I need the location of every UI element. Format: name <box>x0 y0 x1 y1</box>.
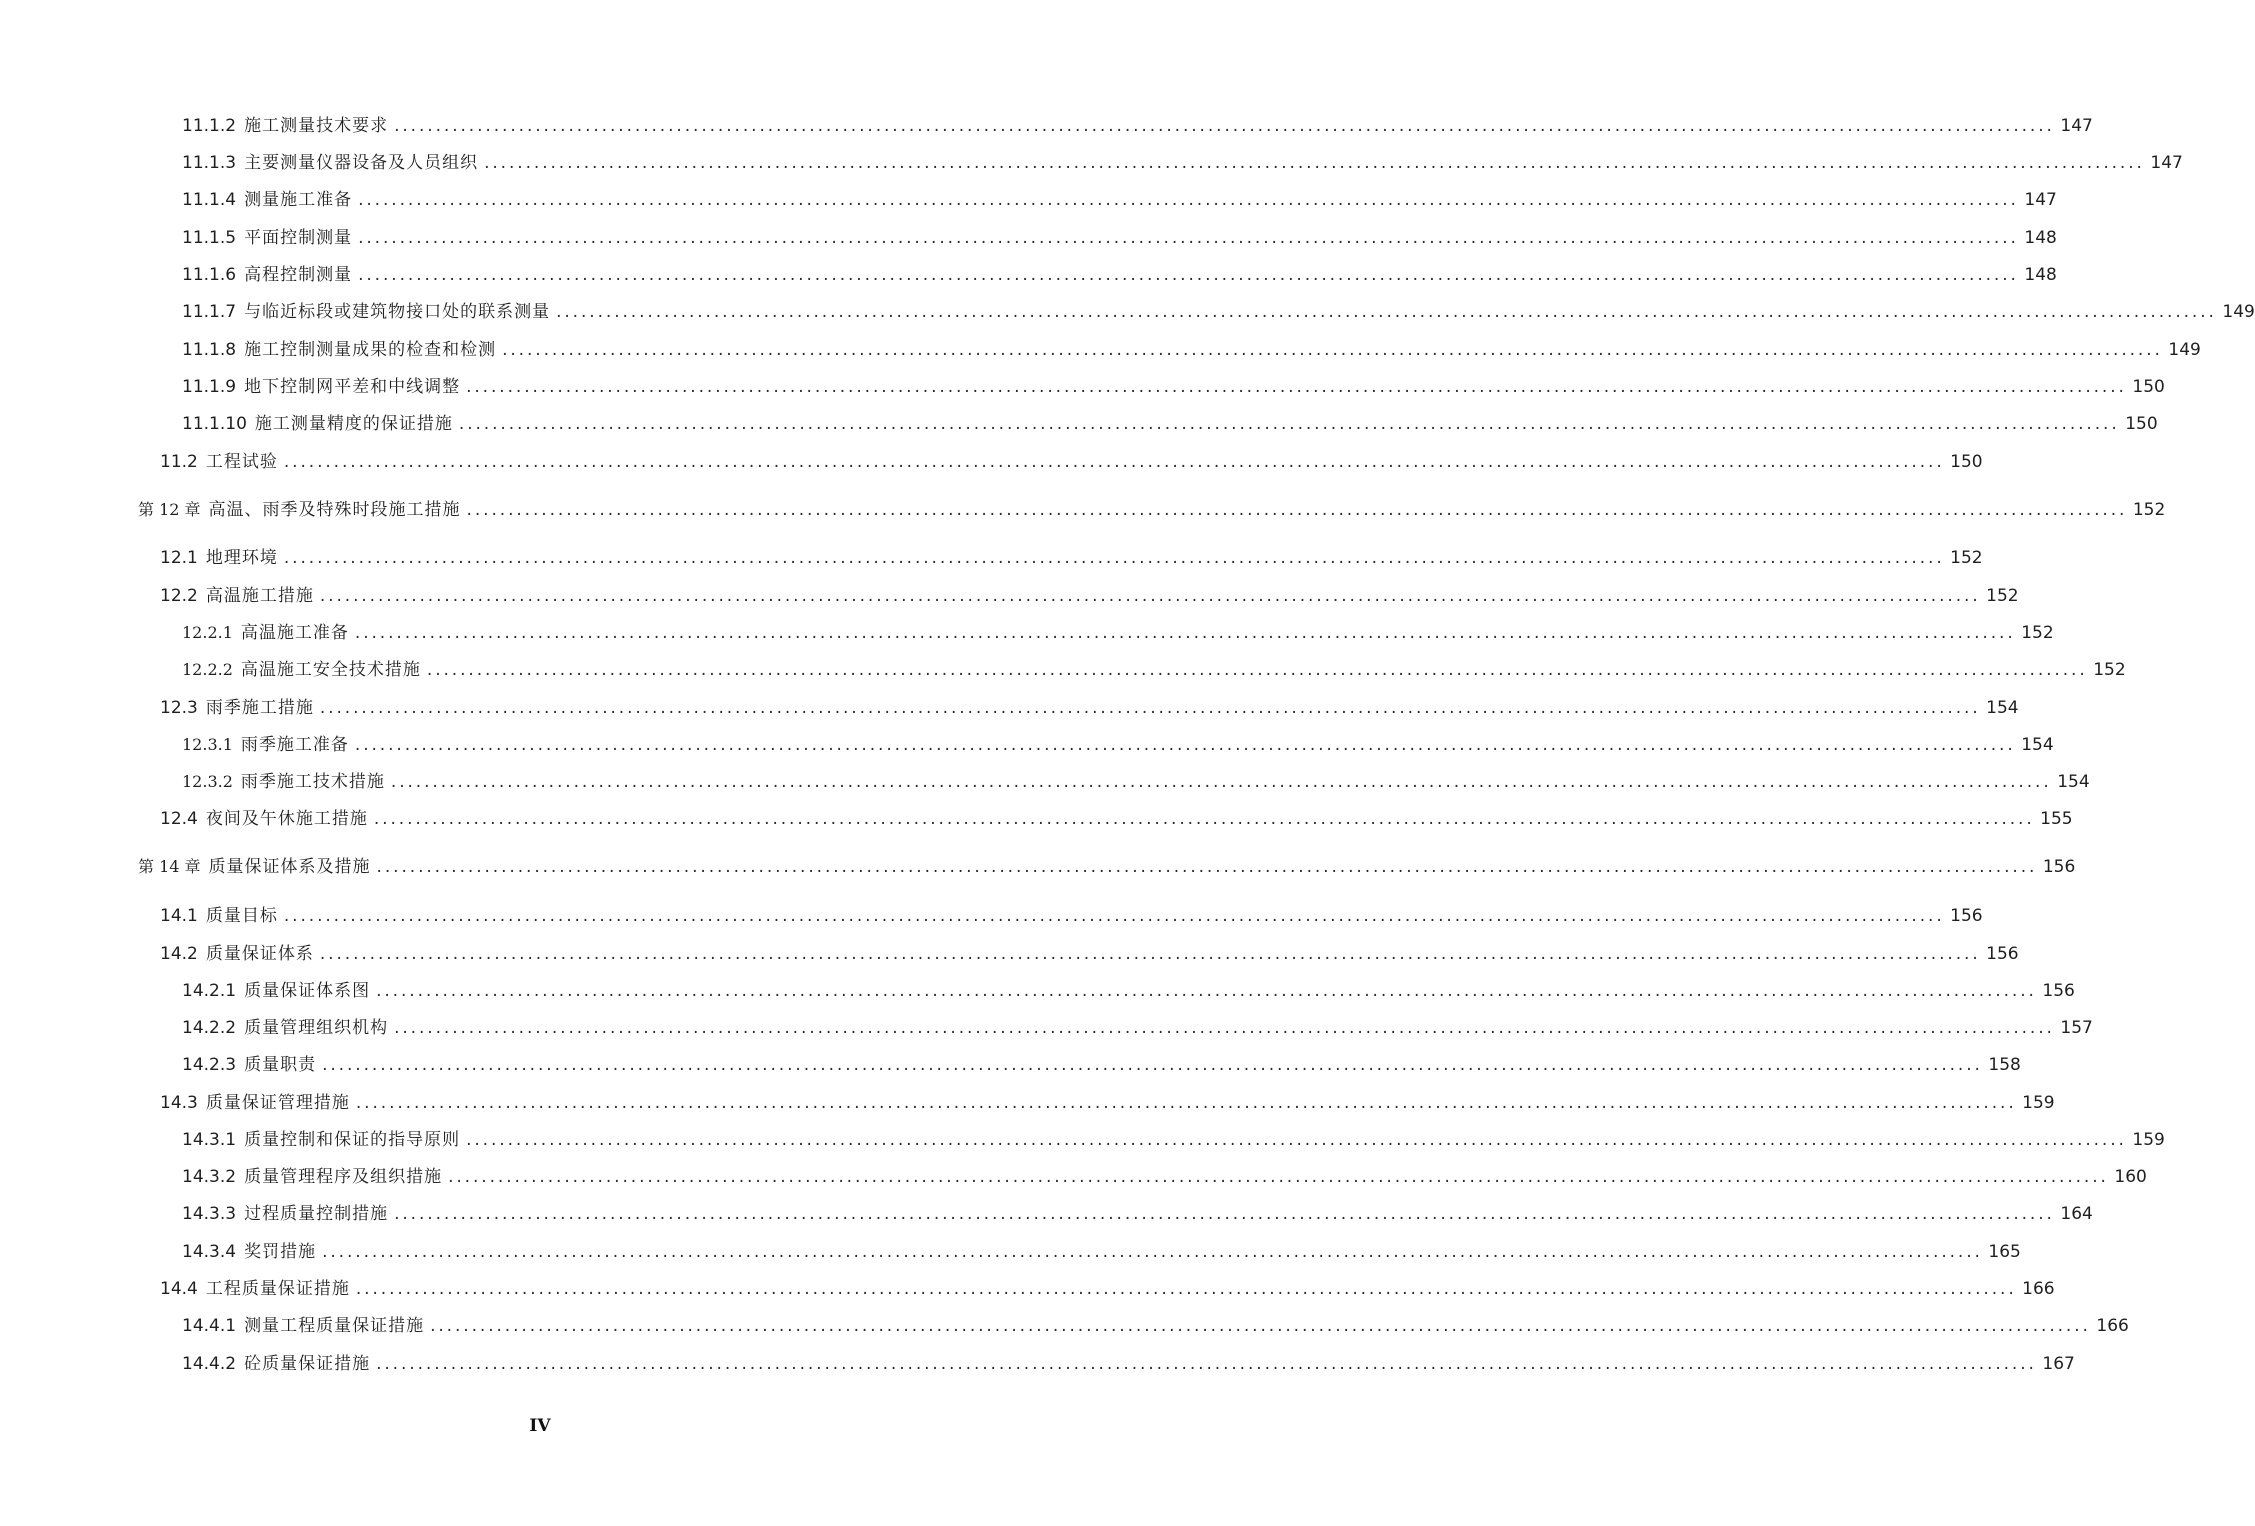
toc-section-number: 12.2.2 <box>182 660 233 679</box>
toc-entry[interactable] <box>0 1089 2055 1117</box>
toc-section-title: 主要测量仪器设备及人员组织 <box>244 153 479 173</box>
toc-entry[interactable] <box>0 112 2093 140</box>
toc-section-number: 11.2 <box>160 452 198 472</box>
toc-entry-line <box>160 582 2019 610</box>
toc-page-number: 167 <box>2042 1354 2075 1374</box>
toc-entry[interactable] <box>0 448 1983 476</box>
toc-entry-line <box>182 731 2054 759</box>
toc-entry[interactable] <box>0 1312 2129 1340</box>
toc-entry[interactable] <box>0 582 2019 610</box>
toc-dot-leader: ........................................................................................................................................................................................................ <box>358 265 2019 285</box>
toc-dot-leader: ........................................................................................................................................................................................................ <box>466 377 2127 397</box>
toc-page-number: 156 <box>2042 857 2076 877</box>
toc-page-number: 156 <box>2042 981 2075 1001</box>
toc-dot-leader: ........................................................................................................................................................................................................ <box>376 981 2037 1001</box>
toc-page-number: 154 <box>2021 735 2054 755</box>
toc-dot-leader: ........................................................................................................................................................................................................ <box>322 1242 1983 1262</box>
toc-entry-line <box>182 261 2057 289</box>
toc-page-number: 155 <box>2040 809 2073 829</box>
toc-dot-leader: ........................................................................................................................................................................................................ <box>394 116 2055 136</box>
toc-entry-line <box>160 1089 2055 1117</box>
toc-entry[interactable] <box>0 977 2075 1005</box>
toc-dot-leader: ........................................................................................................................................................................................................ <box>376 857 2038 877</box>
toc-entry-line <box>182 1312 2129 1340</box>
toc-dot-leader: ........................................................................................................................................................................................................ <box>430 1316 2091 1336</box>
toc-entry[interactable] <box>0 656 2126 684</box>
toc-section-title: 高温施工措施 <box>205 586 314 606</box>
toc-dot-leader: ........................................................................................................................................................................................................ <box>466 500 2128 520</box>
toc-entry[interactable] <box>0 1238 2021 1266</box>
toc-dot-leader: ........................................................................................................................................................................................................ <box>355 1279 2017 1299</box>
toc-entry-line <box>182 977 2075 1005</box>
toc-page-number: 165 <box>1988 1242 2021 1262</box>
toc-section-title: 测量施工准备 <box>244 190 353 210</box>
toc-section-number: 12.2 <box>160 586 198 606</box>
toc-section-number: 14.2.1 <box>182 981 237 1001</box>
toc-entry[interactable] <box>0 544 1983 572</box>
toc-section-title: 施工测量精度的保证措施 <box>254 414 453 434</box>
toc-entry[interactable] <box>0 902 1983 930</box>
toc-page-number: 150 <box>2132 377 2165 397</box>
toc-page-number: 166 <box>2096 1316 2129 1336</box>
toc-dot-leader: ........................................................................................................................................................................................................ <box>355 1093 2017 1113</box>
toc-entry-line <box>182 1238 2021 1266</box>
toc-page-number: 164 <box>2060 1204 2093 1224</box>
toc-section-title: 质量保证体系 <box>205 944 314 964</box>
toc-entry-line <box>160 902 1983 930</box>
toc-page-number: 166 <box>2022 1279 2055 1299</box>
toc-section-title: 高程控制测量 <box>244 265 353 285</box>
toc-entry[interactable] <box>0 940 2019 968</box>
page-number-footer: IV <box>529 1416 551 1436</box>
toc-entry-line <box>182 619 2054 647</box>
toc-dot-leader: ........................................................................................................................................................................................................ <box>322 1055 1983 1075</box>
toc-section-number: 11.1.7 <box>182 302 237 322</box>
toc-section-title: 质量保证体系及措施 <box>208 857 371 877</box>
toc-section-title: 质量保证管理措施 <box>205 1093 350 1113</box>
toc-entry[interactable] <box>0 261 2057 289</box>
toc-section-number: 14.3.1 <box>182 1130 237 1150</box>
toc-entry[interactable] <box>0 1051 2021 1079</box>
toc-entry-line <box>160 805 2073 833</box>
toc-entry-line <box>182 298 2255 326</box>
toc-section-title: 地理环境 <box>205 548 278 568</box>
toc-section-number: 11.1.5 <box>182 228 237 248</box>
toc-entry[interactable] <box>0 1275 2055 1303</box>
toc-entry-line <box>182 656 2126 684</box>
toc-entry-line <box>182 149 2183 177</box>
toc-page-number: 152 <box>2021 623 2054 643</box>
toc-entry[interactable] <box>0 853 2076 881</box>
toc-section-title: 砼质量保证措施 <box>244 1354 371 1374</box>
toc-page-number: 152 <box>2093 660 2126 680</box>
toc-entry-line <box>182 768 2090 796</box>
toc-section-number: 11.1.2 <box>182 116 237 136</box>
toc-entry[interactable] <box>0 1126 2165 1154</box>
toc-entry[interactable] <box>0 731 2054 759</box>
toc-dot-leader: ........................................................................................................................................................................................................ <box>354 735 2016 755</box>
toc-entry[interactable] <box>0 496 2166 524</box>
toc-section-number: 14.4.1 <box>182 1316 237 1336</box>
toc-section-number: 12.3.1 <box>182 735 233 754</box>
toc-entry-line <box>182 1051 2021 1079</box>
toc-dot-leader: ........................................................................................................................................................................................................ <box>319 698 1981 718</box>
toc-entry-line <box>182 1014 2093 1042</box>
toc-page-number: 156 <box>1950 906 1983 926</box>
toc-entry-line <box>182 373 2165 401</box>
toc-dot-leader: ........................................................................................................................................................................................................ <box>358 228 2019 248</box>
toc-entry-line <box>182 1126 2165 1154</box>
toc-section-number: 14.4 <box>160 1279 198 1299</box>
toc-section-number: 第 12 章 <box>138 500 201 519</box>
toc-section-title: 夜间及午休施工措施 <box>205 809 368 829</box>
toc-page-number: 148 <box>2024 265 2057 285</box>
toc-section-title: 质量职责 <box>244 1055 317 1075</box>
toc-section-title: 雨季施工措施 <box>205 698 314 718</box>
toc-section-title: 高温、雨季及特殊时段施工措施 <box>208 500 461 520</box>
toc-entry[interactable] <box>0 410 2158 438</box>
toc-section-number: 14.3.2 <box>182 1167 237 1187</box>
toc-section-number: 12.3.2 <box>182 772 233 791</box>
toc-dot-leader: ........................................................................................................................................................................................................ <box>448 1167 2109 1187</box>
toc-section-title: 质量管理组织机构 <box>244 1018 389 1038</box>
toc-page-number: 147 <box>2060 116 2093 136</box>
toc-dot-leader: ........................................................................................................................................................................................................ <box>283 548 1945 568</box>
toc-page-number: 147 <box>2024 190 2057 210</box>
toc-page-number: 150 <box>1950 452 1983 472</box>
toc-page-number: 159 <box>2132 1130 2165 1150</box>
toc-entry-line <box>182 1200 2093 1228</box>
toc-page-number: 152 <box>1986 586 2019 606</box>
toc-page-number: 152 <box>2132 500 2166 520</box>
toc-entry[interactable] <box>0 373 2165 401</box>
toc-section-title: 工程质量保证措施 <box>205 1279 350 1299</box>
toc-entry-line <box>160 940 2019 968</box>
toc-entry[interactable] <box>0 805 2073 833</box>
toc-entry[interactable] <box>0 768 2090 796</box>
toc-entry-line <box>138 496 2166 524</box>
toc-page-number: 149 <box>2168 340 2201 360</box>
toc-section-title: 施工控制测量成果的检查和检测 <box>244 340 497 360</box>
toc-section-number: 14.1 <box>160 906 198 926</box>
toc-section-number: 14.3 <box>160 1093 198 1113</box>
toc-section-number: 12.1 <box>160 548 198 568</box>
toc-page-number: 152 <box>1950 548 1983 568</box>
toc-entry-line <box>160 694 2019 722</box>
toc-section-number: 14.2.3 <box>182 1055 237 1075</box>
toc-dot-leader: ........................................................................................................................................................................................................ <box>283 452 1945 472</box>
toc-section-title: 测量工程质量保证措施 <box>244 1316 425 1336</box>
toc-entry-line <box>182 410 2158 438</box>
toc-section-number: 12.3 <box>160 698 198 718</box>
toc-section-number: 第 14 章 <box>138 857 201 876</box>
toc-section-title: 雨季施工准备 <box>240 735 349 755</box>
toc-dot-leader: ........................................................................................................................................................................................................ <box>319 586 1981 606</box>
toc-entry-line <box>160 544 1983 572</box>
toc-page-number: 154 <box>1986 698 2019 718</box>
toc-section-title: 平面控制测量 <box>244 228 353 248</box>
toc-entry[interactable] <box>0 336 2201 364</box>
toc-entry[interactable] <box>0 619 2054 647</box>
toc-page-number: 160 <box>2114 1167 2147 1187</box>
toc-entry[interactable] <box>0 1014 2093 1042</box>
toc-section-number: 11.1.6 <box>182 265 237 285</box>
toc-dot-leader: ........................................................................................................................................................................................................ <box>390 772 2052 792</box>
toc-section-number: 14.3.3 <box>182 1204 237 1224</box>
toc-entry[interactable] <box>0 1200 2093 1228</box>
toc-page-number: 150 <box>2125 414 2158 434</box>
toc-page-number: 147 <box>2150 153 2183 173</box>
toc-section-number: 14.2.2 <box>182 1018 237 1038</box>
toc-dot-leader: ........................................................................................................................................................................................................ <box>426 660 2088 680</box>
toc-dot-leader: ........................................................................................................................................................................................................ <box>358 190 2019 210</box>
toc-entry-line <box>182 186 2057 214</box>
toc-entry-line <box>182 224 2057 252</box>
toc-section-title: 质量目标 <box>205 906 278 926</box>
toc-section-number: 12.4 <box>160 809 198 829</box>
toc-entry[interactable] <box>0 694 2019 722</box>
toc-page-number: 159 <box>2022 1093 2055 1113</box>
toc-dot-leader: ........................................................................................................................................................................................................ <box>502 340 2163 360</box>
toc-section-number: 11.1.10 <box>182 414 247 434</box>
toc-dot-leader: ........................................................................................................................................................................................................ <box>376 1354 2037 1374</box>
toc-section-title: 地下控制网平差和中线调整 <box>244 377 461 397</box>
toc-section-title: 质量管理程序及组织措施 <box>244 1167 443 1187</box>
toc-entry[interactable] <box>0 1163 2147 1191</box>
toc-section-title: 高温施工准备 <box>240 623 349 643</box>
toc-section-title: 高温施工安全技术措施 <box>240 660 421 680</box>
toc-page-number: 148 <box>2024 228 2057 248</box>
toc-section-number: 11.1.9 <box>182 377 237 397</box>
toc-dot-leader: ........................................................................................................................................................................................................ <box>283 906 1945 926</box>
toc-dot-leader: ........................................................................................................................................................................................................ <box>373 809 2035 829</box>
toc-entry-line <box>138 853 2076 881</box>
toc-page-number: 158 <box>1988 1055 2021 1075</box>
toc-entry-line <box>160 1275 2055 1303</box>
toc-entry-line <box>160 448 1983 476</box>
toc-dot-leader: ........................................................................................................................................................................................................ <box>556 302 2217 322</box>
toc-section-title: 奖罚措施 <box>244 1242 317 1262</box>
toc-section-number: 11.1.3 <box>182 153 237 173</box>
toc-entry[interactable] <box>0 186 2057 214</box>
toc-section-title: 质量控制和保证的指导原则 <box>244 1130 461 1150</box>
toc-page-number: 156 <box>1986 944 2019 964</box>
toc-entry-line <box>182 336 2201 364</box>
toc-dot-leader: ........................................................................................................................................................................................................ <box>458 414 2120 434</box>
toc-entry[interactable] <box>0 224 2057 252</box>
toc-entry[interactable] <box>0 1350 2075 1378</box>
toc-section-title: 质量保证体系图 <box>244 981 371 1001</box>
toc-dot-leader: ........................................................................................................................................................................................................ <box>394 1204 2055 1224</box>
toc-section-title: 工程试验 <box>205 452 278 472</box>
toc-dot-leader: ........................................................................................................................................................................................................ <box>354 623 2016 643</box>
toc-section-title: 过程质量控制措施 <box>244 1204 389 1224</box>
toc-section-number: 12.2.1 <box>182 623 233 642</box>
toc-section-number: 14.4.2 <box>182 1354 237 1374</box>
toc-dot-leader: ........................................................................................................................................................................................................ <box>466 1130 2127 1150</box>
toc-section-number: 14.2 <box>160 944 198 964</box>
toc-entry-line <box>182 1350 2075 1378</box>
toc-dot-leader: ........................................................................................................................................................................................................ <box>319 944 1981 964</box>
toc-page-number: 154 <box>2057 772 2090 792</box>
toc-section-title: 雨季施工技术措施 <box>240 772 385 792</box>
toc-entry-line <box>182 112 2093 140</box>
toc-page-number: 157 <box>2060 1018 2093 1038</box>
toc-entry[interactable] <box>0 149 2183 177</box>
toc-dot-leader: ........................................................................................................................................................................................................ <box>394 1018 2055 1038</box>
toc-section-title: 与临近标段或建筑物接口处的联系测量 <box>244 302 551 322</box>
toc-entry-line <box>182 1163 2147 1191</box>
toc-section-number: 11.1.8 <box>182 340 237 360</box>
toc-entry[interactable] <box>0 298 2255 326</box>
toc-dot-leader: ........................................................................................................................................................................................................ <box>484 153 2145 173</box>
toc-section-title: 施工测量技术要求 <box>244 116 389 136</box>
toc-section-number: 14.3.4 <box>182 1242 237 1262</box>
toc-section-number: 11.1.4 <box>182 190 237 210</box>
toc-page-number: 149 <box>2222 302 2255 322</box>
